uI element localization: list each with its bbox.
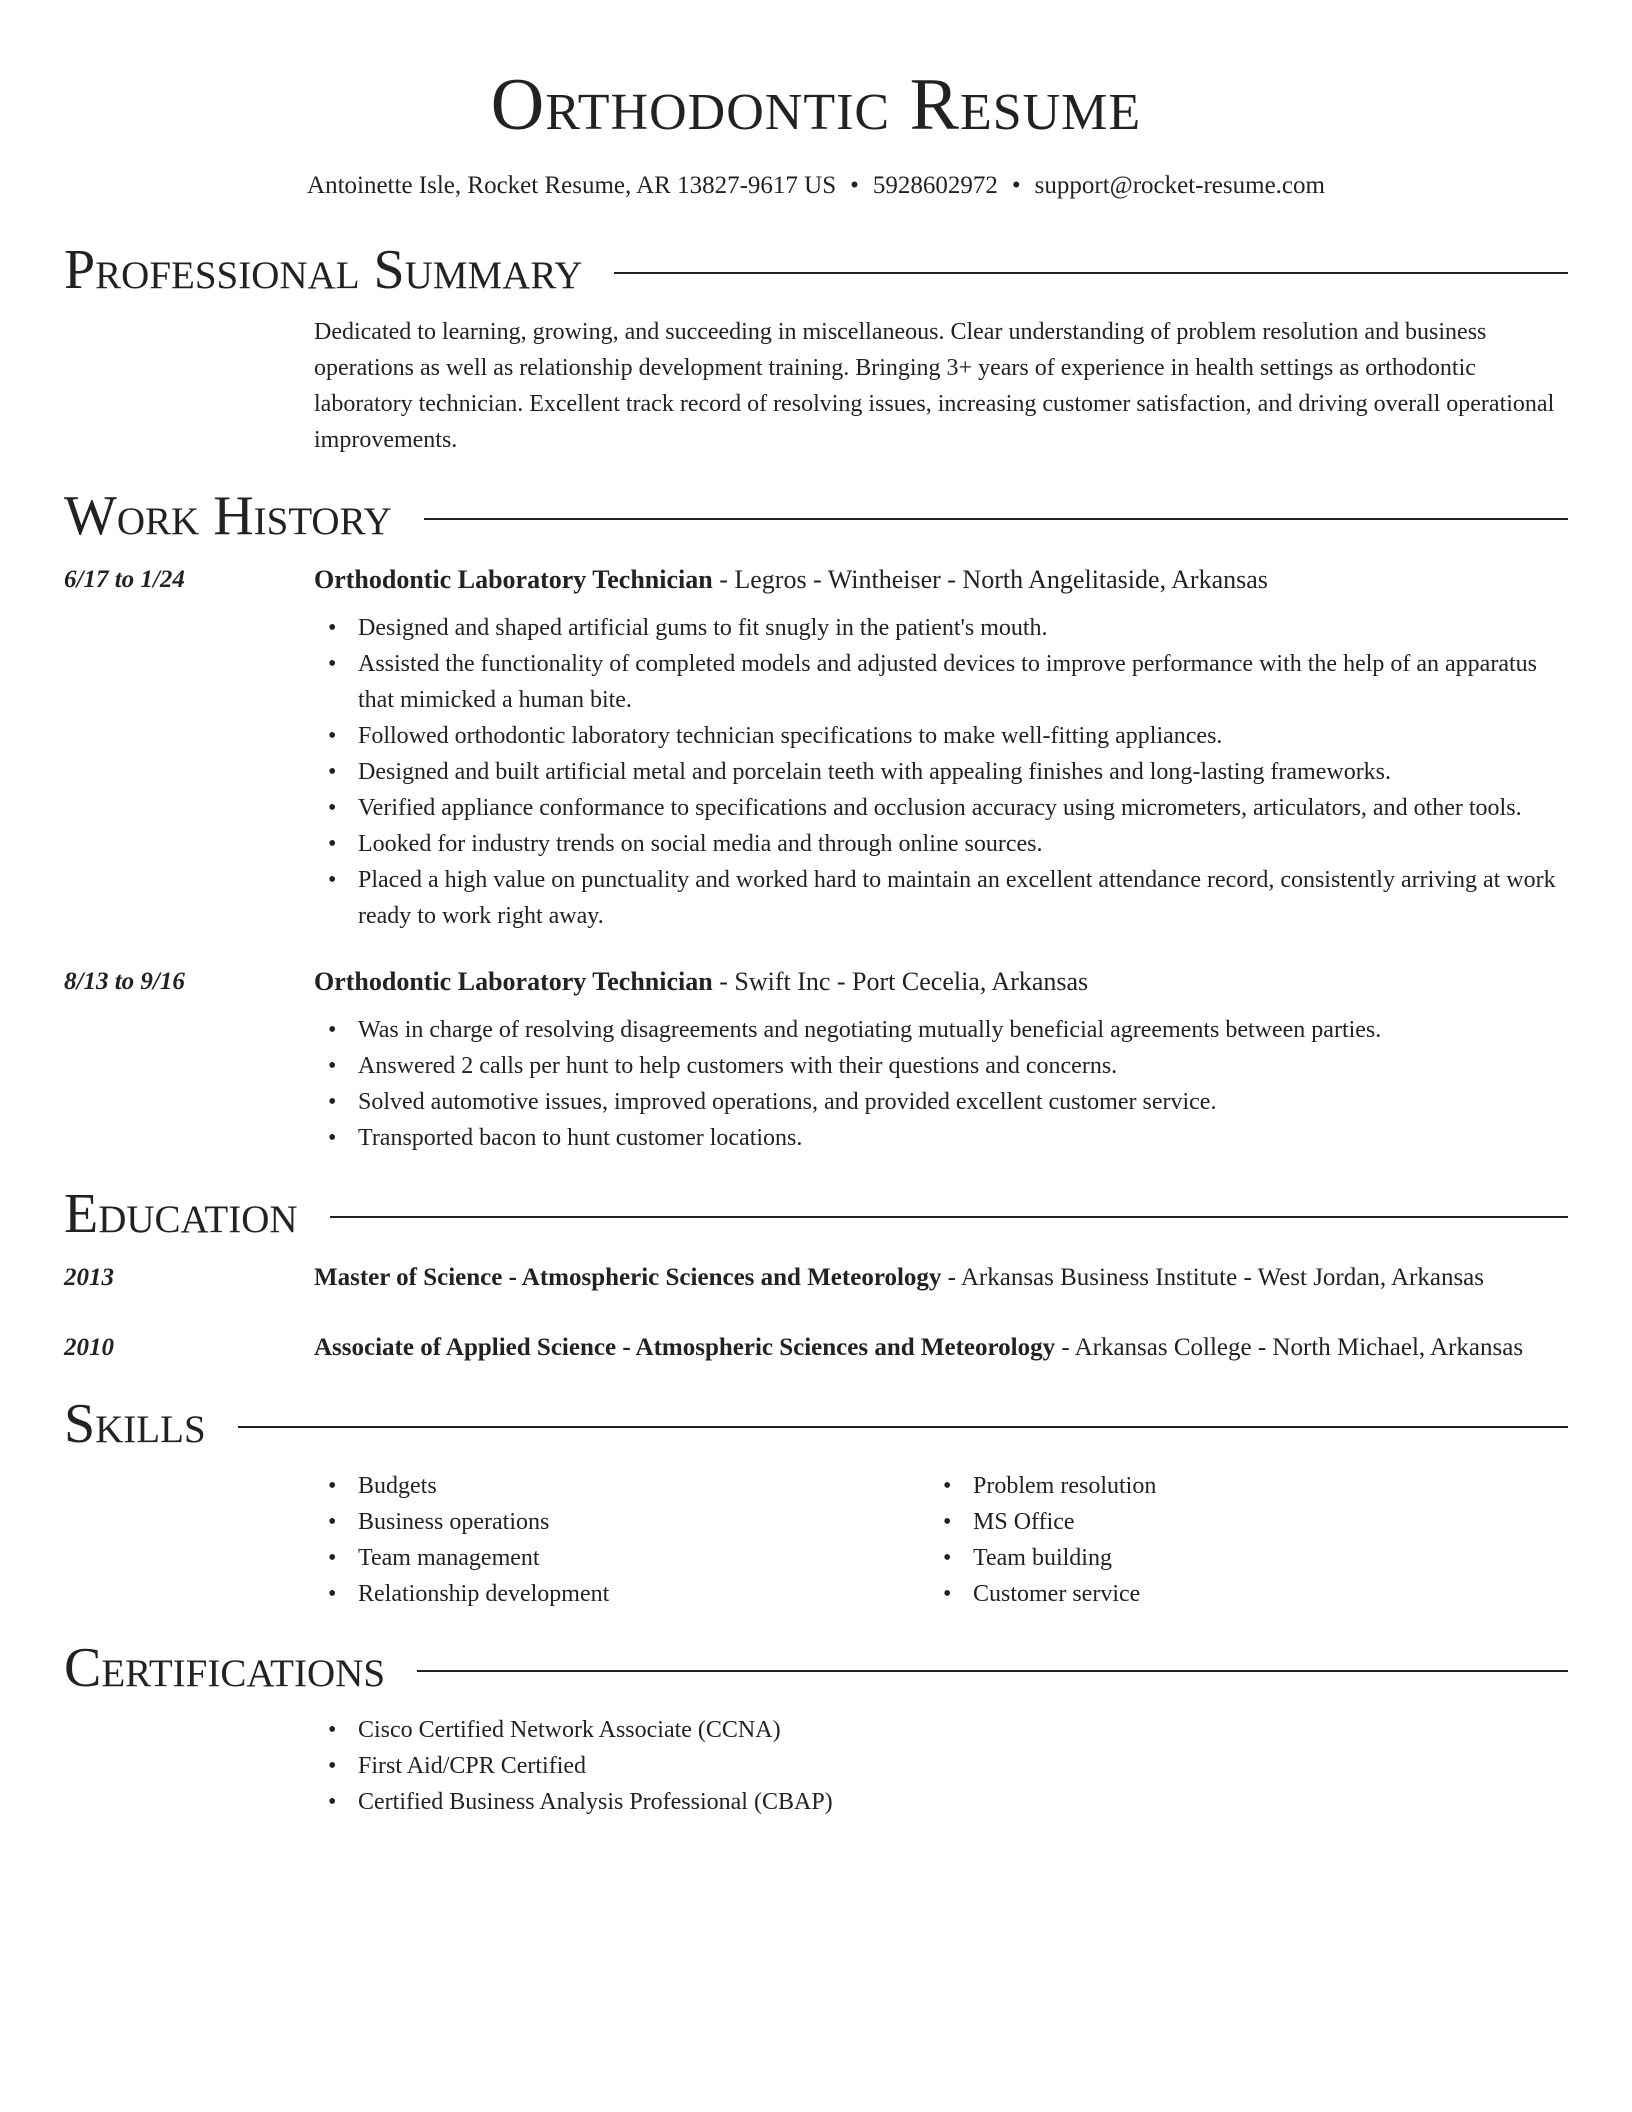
list-item: • Answered 2 calls per hunt to help customers with their questions and concerns. [314,1048,1568,1084]
job-heading [314,962,1568,1002]
list-item: • Designed and shaped artificial gums to fit snugly in the patient's mouth. [314,610,1568,646]
section-divider [424,518,1568,520]
job-details: - Swift Inc - Port Cecelia, Arkansas [712,967,1089,996]
skill-item: • Team building [929,1540,1544,1576]
section-heading-work-history [64,484,1568,548]
section-title: Skills [64,1393,206,1455]
certifications-list [314,1712,833,1820]
job-title: Orthodontic Laboratory Technician [314,967,713,996]
job-entry [64,560,1568,934]
job-bullets [314,610,1568,934]
contact-line [64,170,1568,202]
job-dates: 8/13 to 9/16 [64,968,185,995]
summary-text: Dedicated to learning, growing, and succeeding in miscellaneous. Clear understanding of problem resolution and business operations as well as relationship development training. Bringing 3+ years of experience in health settings as orthodontic laboratory technician. Excellent track record of resolving issues, increasing customer satisfaction, and driving overall operational improvements. [314,319,1555,453]
contact-email[interactable]: support@rocket-resume.com [1034,172,1325,199]
skills-list-right [929,1468,1544,1612]
section-divider [417,1670,1568,1672]
list-item: • Assisted the functionality of completed models and adjusted devices to improve performance with the help of an apparatus that mimicked a human bite. [314,646,1568,718]
list-item: • Transported bacon to hunt customer locations. [314,1120,1568,1156]
list-item: • Designed and built artificial metal and porcelain teeth with appealing finishes and long-lasting frameworks. [314,754,1568,790]
job-heading [314,560,1568,600]
list-item: • Verified appliance conformance to specifications and occlusion accuracy using micrometers, articulators, and other tools. [314,790,1568,826]
section-heading-summary [64,238,1568,302]
certifications-block [314,1712,1568,1820]
certification-item: • Certified Business Analysis Professional (CBAP) [314,1784,833,1820]
job-bullets [314,1012,1568,1156]
job-title: Orthodontic Laboratory Technician [314,565,713,594]
education-year: 2013 [64,1264,114,1291]
section-title: Certifications [64,1637,386,1699]
skill-item: • Problem resolution [929,1468,1544,1504]
skill-item: • Team management [314,1540,929,1576]
contact-phone: 5928602972 [872,172,998,199]
education-year: 2010 [64,1334,114,1361]
list-item: • Solved automotive issues, improved operations, and provided excellent customer service. [314,1084,1568,1120]
contact-address: Antoinette Isle, Rocket Resume, AR 13827-9617 US [307,172,837,199]
education-details: - Arkansas Business Institute - West Jordan, Arkansas [941,1264,1485,1291]
list-item: • Was in charge of resolving disagreements and negotiating mutually beneficial agreements between parties. [314,1012,1568,1048]
section-heading-certifications [64,1636,1568,1700]
job-entry [64,962,1568,1156]
section-divider [330,1216,1568,1218]
section-divider [614,272,1568,274]
certification-item: • First Aid/CPR Certified [314,1748,833,1784]
skills-list-left [314,1468,929,1612]
skill-item: • Relationship development [314,1576,929,1612]
skill-item: • Budgets [314,1468,929,1504]
skill-item: • Customer service [929,1576,1544,1612]
degree-title: Associate of Applied Science - Atmospheric Sciences and Meteorology [314,1334,1056,1361]
education-heading [314,1258,1568,1298]
certification-item: • Cisco Certified Network Associate (CCNA) [314,1712,833,1748]
section-title: Professional Summary [64,239,583,301]
section-heading-education [64,1182,1568,1246]
skill-item: • Business operations [314,1504,929,1540]
section-title: Education [64,1183,298,1245]
resume-title: Orthodontic Resume [490,64,1142,146]
contact-separator: • [850,172,859,199]
education-details: - Arkansas College - North Michael, Arkansas [1055,1334,1524,1361]
list-item: • Followed orthodontic laboratory technician specifications to make well-fitting appliances. [314,718,1568,754]
skill-item: • MS Office [929,1504,1544,1540]
list-item: • Placed a high value on punctuality and worked hard to maintain an excellent attendance record, consistently arriving at work ready to work right away. [314,862,1568,934]
degree-title: Master of Science - Atmospheric Sciences and Meteorology [314,1264,942,1291]
skills-columns [314,1468,1568,1612]
job-dates: 6/17 to 1/24 [64,566,185,593]
education-entry [64,1328,1568,1368]
section-title: Work History [64,485,392,547]
contact-separator: • [1011,172,1021,199]
education-entry [64,1258,1568,1298]
section-heading-skills [64,1392,1568,1456]
section-divider [238,1426,1568,1428]
list-item: • Looked for industry trends on social media and through online sources. [314,826,1568,862]
job-details: - Legros - Wintheiser - North Angelitaside, Arkansas [712,565,1268,594]
education-heading [314,1328,1568,1368]
